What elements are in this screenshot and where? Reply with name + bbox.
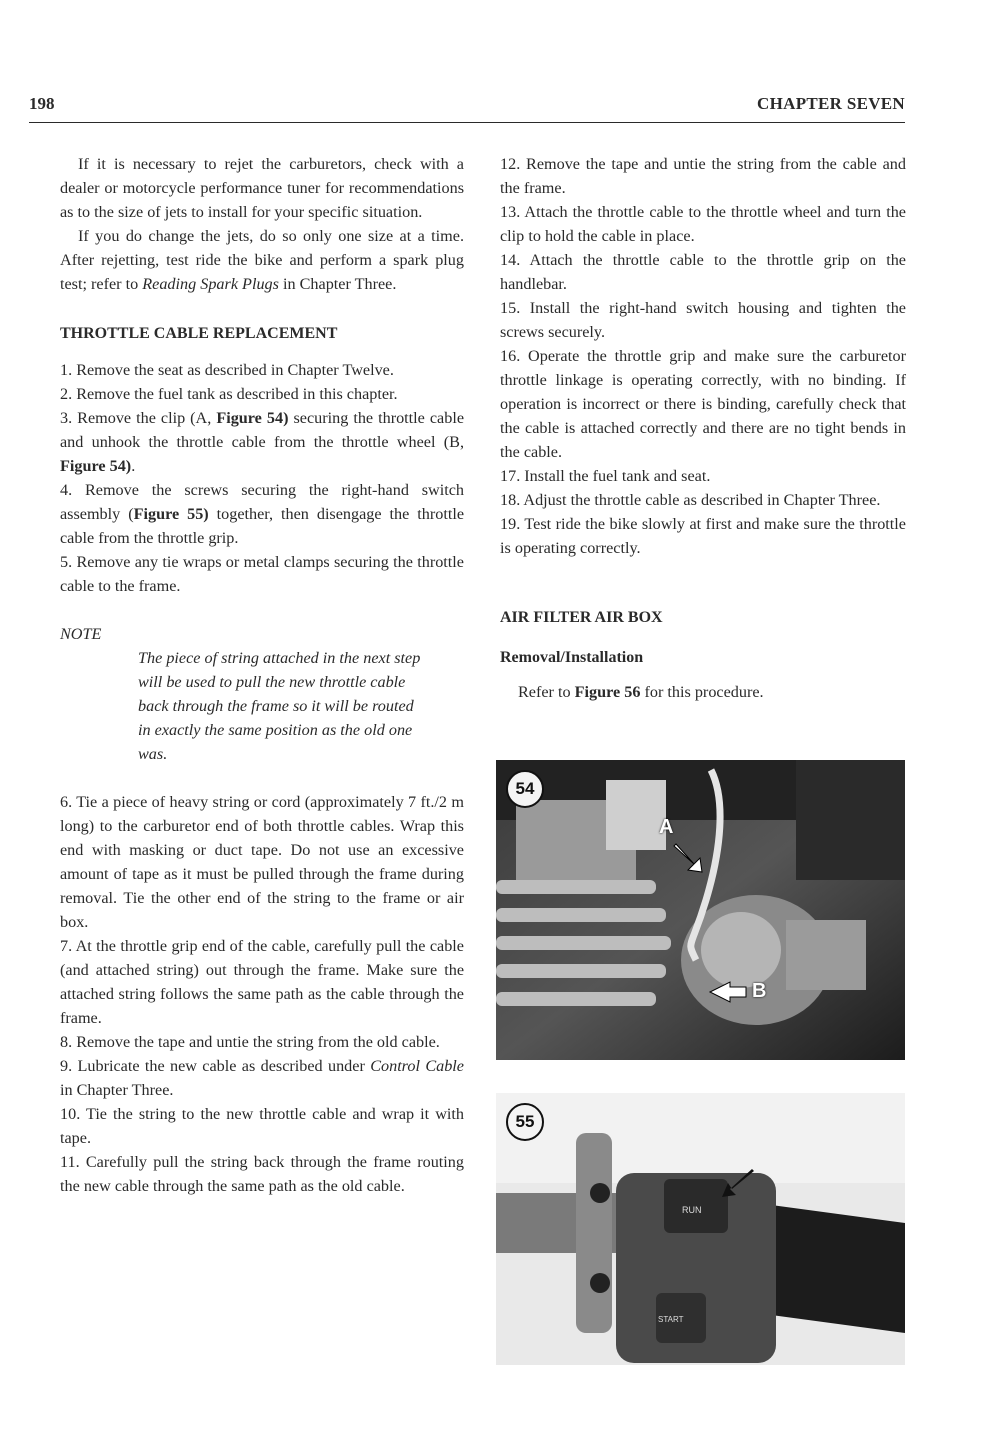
section-title-throttle: THROTTLE CABLE REPLACEMENT <box>60 325 338 342</box>
text: together, then disengage the throttle cable from the throttle grip. <box>60 505 465 547</box>
paragraph-rejet: If it is necessary to rejet the carburetors, check with a dealer or motorcycle performance tuner for recommendations as to the size of jets to install for your specific situation. <box>60 155 464 221</box>
step-5: 5. Remove any tie wraps or metal clamps securing the throttle cable to the frame. <box>60 553 464 595</box>
figure-54-photo <box>496 760 905 1060</box>
callout-b: B <box>752 980 767 1002</box>
step-13: 13. Attach the throttle cable to the throttle wheel and turn the clip to hold the cable in place. <box>500 203 906 245</box>
paragraph-jets <box>60 224 464 296</box>
step-8: 8. Remove the tape and untie the string from the old cable. <box>60 1033 440 1051</box>
step-1: 1. Remove the seat as described in Chapter Twelve. <box>60 361 394 379</box>
step-17: 17. Install the fuel tank and seat. <box>500 467 711 485</box>
text: securing the throttle cable and unhook the throttle cable from the throttle wheel (B, <box>60 409 465 451</box>
text: Refer to <box>518 683 575 701</box>
note-body: The piece of string attached in the next step will be used to pull the new throttle cable back through the frame so it will be routed in exactly the same position as the old one was. <box>138 649 421 763</box>
step-14: 14. Attach the throttle cable to the throttle grip on the handlebar. <box>500 251 906 293</box>
note-title: NOTE <box>60 625 102 643</box>
figure-ref: Figure 56 <box>574 683 641 701</box>
figure-ref: Figure 55) <box>133 505 209 523</box>
text: If you do change the jets, do so only one size at a time. After rejetting, test ride the bike and perform a spark plug test; refer to <box>60 227 464 293</box>
subsection-title: Removal/Installation <box>500 649 644 666</box>
chapter-title: CHAPTER SEVEN <box>757 94 905 113</box>
step-15: 15. Install the right-hand switch housing and tighten the screws securely. <box>500 299 906 341</box>
text: 4. Remove the screws securing the right-hand switch assembly ( <box>60 481 464 523</box>
start-label: START <box>658 1315 684 1324</box>
figure-ref: Figure 54) <box>216 409 289 427</box>
ref-reading-spark-plugs: Reading Spark Plugs <box>142 275 279 293</box>
handlebar-switch-illustration <box>496 1093 905 1365</box>
step-12: 12. Remove the tape and untie the string from the cable and the frame. <box>500 155 906 197</box>
callout-a: A <box>659 816 674 838</box>
text: for this procedure. <box>640 683 764 701</box>
left-column <box>60 152 464 1198</box>
text: 9. Lubricate the new cable as described under <box>60 1057 371 1075</box>
figure-ref: Figure 54) <box>60 457 132 475</box>
step-7: 7. At the throttle grip end of the cable, carefully pull the cable (and attached string) out through the frame. Make sure the attached string follows the same path as the cable through the frame. <box>60 937 464 1027</box>
carburetor-illustration <box>496 760 905 1060</box>
step-10: 10. Tie the string to the new throttle cable and wrap it with tape. <box>60 1105 464 1147</box>
refer-paragraph <box>500 680 906 704</box>
text: 3. Remove the clip (A, <box>60 409 217 427</box>
text: in Chapter Three. <box>60 1081 174 1099</box>
step-9 <box>60 1054 464 1102</box>
page-number: 198 <box>29 94 55 113</box>
step-4 <box>60 478 464 550</box>
step-16: 16. Operate the throttle grip and make sure the carburetor throttle linkage is operating correctly, with no binding. If operation is incorrect or there is binding, carefully check that the cable is attached correctly and there are no tight bends in the cable. <box>500 347 906 461</box>
figure-55-badge: 55 <box>506 1103 544 1141</box>
step-18: 18. Adjust the throttle cable as described in Chapter Three. <box>500 491 881 509</box>
right-column <box>500 152 906 704</box>
figure-54-badge: 54 <box>506 770 544 808</box>
step-19: 19. Test ride the bike slowly at first and make sure the throttle is operating correctly. <box>500 515 906 557</box>
section-title-air-filter: AIR FILTER AIR BOX <box>500 609 663 626</box>
figure-55-photo <box>496 1093 905 1365</box>
ref-control-cable: Control Cable <box>370 1057 464 1075</box>
text: in Chapter Three. <box>278 275 397 293</box>
step-3 <box>60 406 464 478</box>
step-2: 2. Remove the fuel tank as described in this chapter. <box>60 385 398 403</box>
step-6: 6. Tie a piece of heavy string or cord (approximately 7 ft./2 m long) to the carburetor end of both throttle cables. Wrap this end with masking or duct tape. Do not use an excessive amount of tape as it must be pulled through the frame during removal. Tie the other end of the string to the frame or air box. <box>60 793 464 931</box>
step-11: 11. Carefully pull the string back through the frame routing the new cable through the same path as the old cable. <box>60 1153 464 1195</box>
page-header <box>29 92 905 123</box>
text: . <box>131 457 136 475</box>
run-label: RUN <box>682 1205 702 1215</box>
